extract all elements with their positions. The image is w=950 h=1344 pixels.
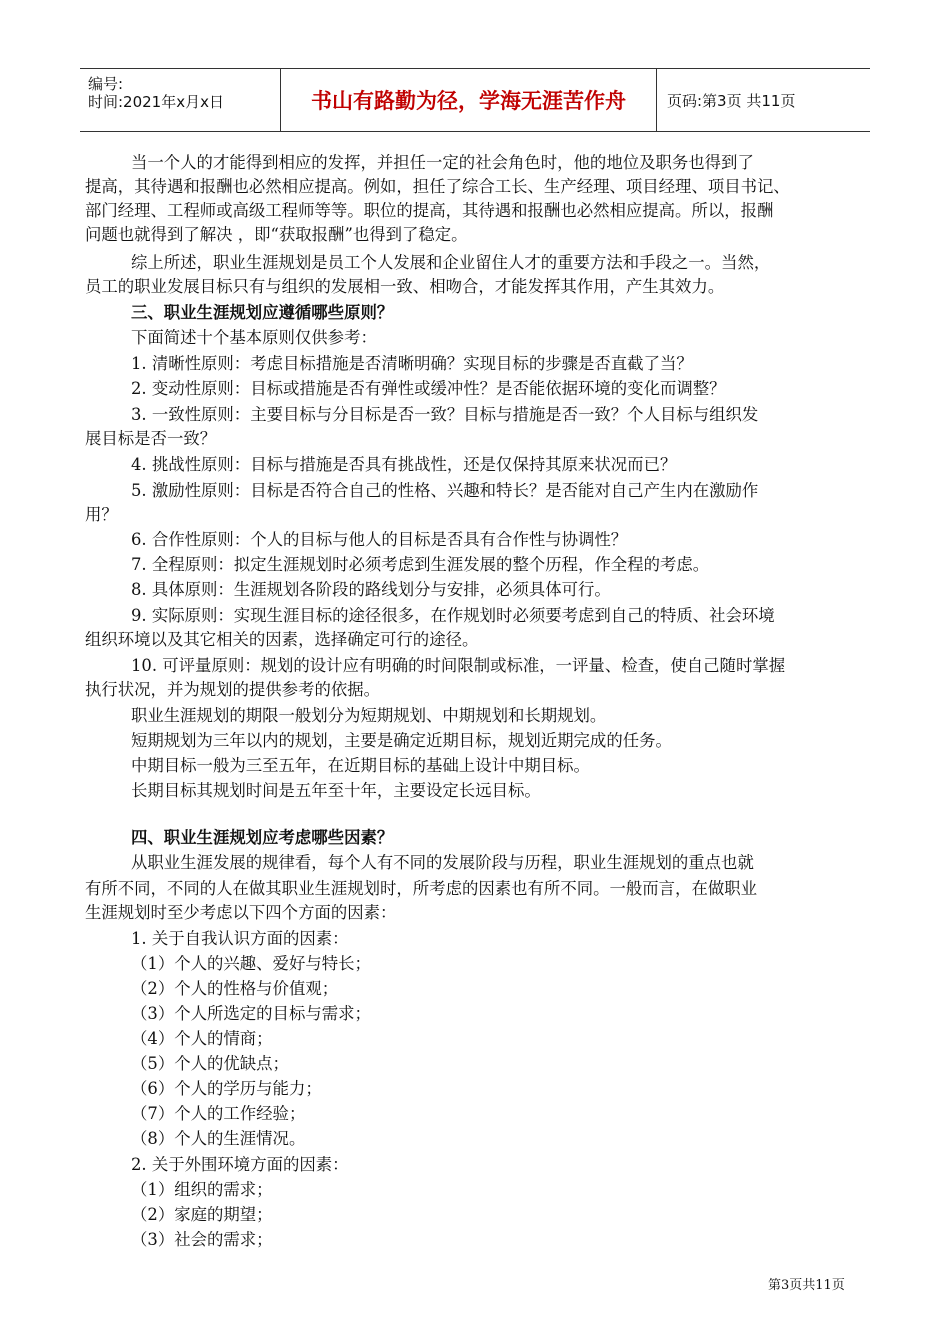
- header-meta-cell: [80, 69, 281, 131]
- principle-item: 4. 挑战性原则：目标与措施是否具有挑战性，还是仅保持其原来状况而已？: [131, 455, 677, 474]
- document-date: 时间:2021年x月x日: [88, 93, 224, 111]
- section-heading: 三、职业生涯规划应遵循哪些原则？: [131, 303, 394, 322]
- paragraph-line: 中期目标一般为三至五年，在近期目标的基础上设计中期目标。: [131, 756, 590, 775]
- principle-item: 8. 具体原则：生涯规划各阶段的路线划分与安排，必须具体可行。: [131, 580, 611, 599]
- paragraph-line: 职业生涯规划的期限一般划分为短期规划、中期规划和长期规划。: [131, 706, 607, 725]
- paragraph-line: 下面简述十个基本原则仅供参考：: [131, 328, 377, 347]
- paragraph-line: 生涯规划时至少考虑以下四个方面的因素：: [85, 903, 397, 922]
- paragraph-line: 从职业生涯发展的规律看，每个人有不同的发展阶段与历程，职业生涯规划的重点也就: [131, 853, 754, 872]
- factor-heading: 2. 关于外围环境方面的因素：: [131, 1155, 349, 1174]
- list-item: （4）个人的情商；: [131, 1029, 273, 1048]
- list-item: （1）个人的兴趣、爱好与特长；: [131, 954, 371, 973]
- principle-item: 5. 激励性原则：目标是否符合自己的性格、兴趣和特长？是否能对自己产生内在激励作: [131, 481, 759, 500]
- paragraph-line: 组织环境以及其它相关的因素，选择确定可行的途径。: [85, 630, 479, 649]
- principle-item: 6. 合作性原则：个人的目标与他人的目标是否具有合作性与协调性？: [131, 530, 628, 549]
- list-item: （8）个人的生涯情况。: [131, 1129, 306, 1148]
- list-item: （3）个人所选定的目标与需求；: [131, 1004, 371, 1023]
- principle-item: 7. 全程原则：拟定生涯规划时必须考虑到生涯发展的整个历程，作全程的考虑。: [131, 555, 710, 574]
- page-footer: 第3页共11页: [768, 1278, 845, 1293]
- list-item: （2）个人的性格与价值观；: [131, 979, 339, 998]
- paragraph-line: 提高，其待遇和报酬也必然相应提高。例如，担任了综合工长、生产经理、项目经理、项目书记、: [85, 177, 790, 196]
- list-item: （7）个人的工作经验；: [131, 1104, 306, 1123]
- paragraph-line: 展目标是否一致？: [85, 429, 217, 448]
- header-table: [80, 68, 870, 132]
- paragraph-line: 问题也就得到了解决 ，即“获取报酬”也得到了稳定。: [85, 225, 468, 244]
- list-item: （1）组织的需求；: [131, 1180, 273, 1199]
- list-item: （3）社会的需求；: [131, 1230, 273, 1249]
- principle-item: 3. 一致性原则：主要目标与分目标是否一致？目标与措施是否一致？个人目标与组织发: [131, 405, 759, 424]
- principle-item: 9. 实际原则：实现生涯目标的途径很多，在作规划时必须要考虑到自己的特质、社会环境: [131, 606, 775, 625]
- principle-item: 2. 变动性原则：目标或措施是否有弹性或缓冲性？是否能依据环境的变化而调整？: [131, 379, 726, 398]
- paragraph-line: 员工的职业发展目标只有与组织的发展相一致、相吻合，才能发挥其作用，产生其效力。: [85, 277, 725, 296]
- list-item: （2）家庭的期望；: [131, 1205, 273, 1224]
- paragraph-line: 执行状况，并为规划的提供参考的依据。: [85, 680, 381, 699]
- paragraph-line: 用？: [85, 505, 118, 524]
- paragraph-line: 部门经理、工程师或高级工程师等等。职位的提高，其待遇和报酬也必然相应提高。所以，报酬: [85, 201, 774, 220]
- document-number-label: 编号:: [88, 75, 124, 93]
- principle-item: 10. 可评量原则：规划的设计应有明确的时间限制或标准，一评量、检查，使自己随时掌握: [131, 656, 786, 675]
- list-item: （6）个人的学历与能力；: [131, 1079, 322, 1098]
- factor-heading: 1. 关于自我认识方面的因素：: [131, 929, 349, 948]
- paragraph-line: 短期规划为三年以内的规划，主要是确定近期目标，规划近期完成的任务。: [131, 731, 672, 750]
- paragraph-line: 当一个人的才能得到相应的发挥，并担任一定的社会角色时，他的地位及职务也得到了: [131, 153, 754, 172]
- paragraph-line: 有所不同，不同的人在做其职业生涯规划时，所考虑的因素也有所不同。一般而言，在做职业: [85, 879, 758, 898]
- section-heading: 四、职业生涯规划应考虑哪些因素？: [131, 828, 394, 847]
- paragraph-line: 长期目标其规划时间是五年至十年，主要设定长远目标。: [131, 781, 541, 800]
- header-page-code: 页码:第3页 共11页: [667, 91, 796, 110]
- header-motto: 书山有路勤为径，学海无涯苦作舟: [281, 69, 657, 131]
- principle-item: 1. 清晰性原则：考虑目标措施是否清晰明确？实现目标的步骤是否直截了当？: [131, 354, 693, 373]
- paragraph-line: 综上所述，职业生涯规划是员工个人发展和企业留住人才的重要方法和手段之一。当然，: [131, 253, 771, 272]
- list-item: （5）个人的优缺点；: [131, 1054, 289, 1073]
